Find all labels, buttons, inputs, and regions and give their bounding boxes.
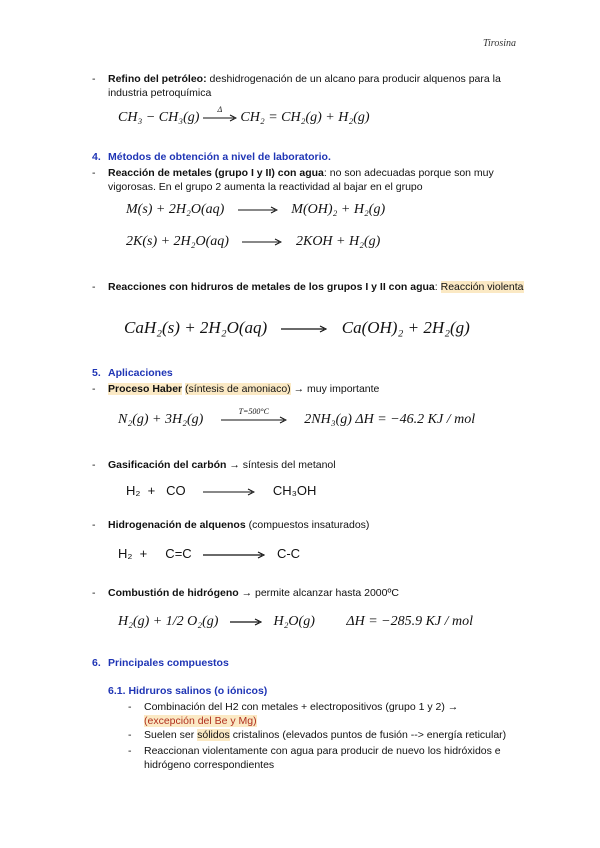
eq2-right: 2KOH + H₂(g) bbox=[295, 234, 381, 249]
reaction-arrow-icon bbox=[221, 406, 287, 424]
haber-label: Proceso Haber bbox=[108, 383, 183, 395]
section4-item1-label: Reacción de metales (grupo I y II) con agua bbox=[108, 167, 324, 179]
section6-number: 6. bbox=[92, 657, 101, 669]
hidruros-b1-highlight: (excepción del Be y Mg) bbox=[144, 715, 257, 727]
eq1-right: M(OH)₂ + H₂(g) bbox=[291, 202, 386, 217]
section6-1-number: 6.1. bbox=[108, 685, 126, 697]
hidruros-b2-post: cristalinos (elevados puntos de fusión --> energía reticular) bbox=[229, 729, 507, 741]
reaction-arrow-icon bbox=[281, 325, 327, 333]
section6-heading bbox=[92, 656, 532, 670]
gasificacion-text: → síntesis del metanol bbox=[226, 459, 336, 471]
section6-1-heading bbox=[108, 684, 548, 698]
section4-item2-sep: : bbox=[434, 281, 441, 293]
bullet-dash: - bbox=[92, 587, 96, 599]
equation-hidrogenacion bbox=[118, 546, 300, 561]
equation-potassium-water bbox=[126, 234, 380, 250]
reaction-arrow-icon bbox=[203, 104, 237, 122]
reaction-arrow-icon bbox=[203, 551, 265, 559]
refino-text: deshidrogenación de un alcano para producir alquenos para la industria petroquímica bbox=[108, 73, 501, 99]
combustion-text: → permite alcanzar hasta 2000ºC bbox=[238, 587, 399, 599]
haber-text: → muy importante bbox=[290, 383, 380, 395]
eq3-left: CaH₂(s) + 2H₂O(aq) bbox=[124, 318, 268, 337]
section5-number: 5. bbox=[92, 367, 101, 379]
equation-combustion bbox=[118, 614, 473, 630]
reaction-arrow-icon bbox=[242, 238, 282, 246]
hidrogenacion-text: (compuestos insaturados) bbox=[245, 519, 370, 531]
reaction-arrow-icon bbox=[203, 488, 255, 496]
bullet-dash: - bbox=[92, 281, 96, 293]
section4-heading bbox=[92, 150, 532, 164]
hidruros-b1-text: Combinación del H2 con metales + electropositivos (grupo 1 y 2) → bbox=[144, 701, 459, 713]
haber-item bbox=[92, 382, 532, 396]
eq-hidro-right: C-C bbox=[276, 546, 301, 561]
section4-item2-highlight: Reacción violenta bbox=[440, 281, 524, 293]
eq2-left: 2K(s) + 2H₂O(aq) bbox=[126, 234, 229, 249]
equation-gasificacion bbox=[126, 483, 316, 498]
hidruros-bullet-3 bbox=[128, 744, 528, 772]
hidruros-b2-highlight: sólidos bbox=[197, 729, 230, 741]
combustion-label: Combustión de hidrógeno bbox=[108, 587, 239, 599]
eq-haber-right: 2NH₃(g) ΔH = −46.2 KJ / mol bbox=[304, 412, 476, 427]
refino-item bbox=[92, 72, 532, 100]
gasificacion-label: Gasificación del carbón bbox=[108, 459, 227, 471]
section4-item1 bbox=[92, 166, 532, 194]
hidruros-b2-pre: Suelen ser bbox=[144, 729, 198, 741]
reaction-arrow-icon bbox=[238, 206, 278, 214]
bullet-dash: - bbox=[92, 167, 96, 179]
hidrogenacion-label: Hidrogenación de alquenos bbox=[108, 519, 246, 531]
author-name: Tirosina bbox=[483, 38, 516, 49]
bullet-dash: - bbox=[128, 701, 132, 713]
reaction-arrow-icon bbox=[230, 618, 262, 626]
bullet-dash: - bbox=[92, 459, 96, 471]
eq-comb-left: H₂(g) + 1/2 O₂(g) bbox=[118, 614, 219, 629]
eq-refino-left: CH₃ − CH₃(g) bbox=[118, 110, 200, 125]
eq-comb-dh: ΔH = −285.9 KJ / mol bbox=[346, 614, 474, 629]
section4-title: Métodos de obtención a nivel de laboratorio. bbox=[108, 151, 331, 163]
gasificacion-item bbox=[92, 458, 532, 472]
hidrogenacion-item bbox=[92, 518, 532, 532]
section4-item2-label: Reacciones con hidruros de metales de los grupos I y II con agua bbox=[108, 281, 435, 293]
bullet-dash: - bbox=[128, 745, 132, 757]
section4-item1-text: : no son adecuadas porque son muy vigorosas. En el grupo 2 aumenta la reactividad al bajar en el grupo bbox=[108, 167, 494, 193]
section6-title: Principales compuestos bbox=[108, 657, 229, 669]
section4-number: 4. bbox=[92, 151, 101, 163]
section4-item2 bbox=[92, 280, 532, 294]
bullet-dash: - bbox=[92, 519, 96, 531]
hidruros-b3-text: Reaccionan violentamente con agua para producir de nuevo los hidróxidos e hidrógeno correspondientes bbox=[144, 745, 501, 771]
eq-haber-left: N₂(g) + 3H₂(g) bbox=[118, 412, 204, 427]
bullet-dash: - bbox=[128, 729, 132, 741]
equation-refino bbox=[118, 104, 370, 126]
equation-haber bbox=[118, 406, 476, 428]
section5-heading bbox=[92, 366, 532, 380]
eq-refino-arrow-label: Δ bbox=[217, 104, 223, 114]
hidruros-bullet-1 bbox=[128, 700, 528, 728]
haber-highlight: (síntesis de amoniaco) bbox=[185, 383, 291, 395]
eq-comb-right: H₂O(g) bbox=[273, 614, 315, 629]
eq-hidro-left: H₂ + C=C bbox=[118, 546, 192, 561]
eq-gas-left: H₂ + CO bbox=[126, 483, 186, 498]
equation-hydride-water bbox=[124, 318, 470, 338]
eq3-right: Ca(OH)₂ + 2H₂(g) bbox=[341, 318, 470, 337]
eq1-left: M(s) + 2H₂O(aq) bbox=[126, 202, 225, 217]
eq-gas-right: CH₃OH bbox=[272, 483, 317, 498]
section5-title: Aplicaciones bbox=[108, 367, 173, 379]
refino-label: Refino del petróleo: bbox=[108, 73, 207, 85]
hidruros-bullet-2 bbox=[128, 728, 528, 742]
bullet-dash: - bbox=[92, 383, 96, 395]
eq-haber-arrow-label: T=500°C bbox=[238, 406, 269, 416]
equation-metal-water bbox=[126, 202, 385, 218]
section6-1-title: Hidruros salinos (o iónicos) bbox=[128, 685, 268, 697]
bullet-dash: - bbox=[92, 73, 96, 85]
combustion-item bbox=[92, 586, 532, 600]
eq-refino-right: CH₂ = CH₂(g) + H₂(g) bbox=[240, 110, 370, 125]
